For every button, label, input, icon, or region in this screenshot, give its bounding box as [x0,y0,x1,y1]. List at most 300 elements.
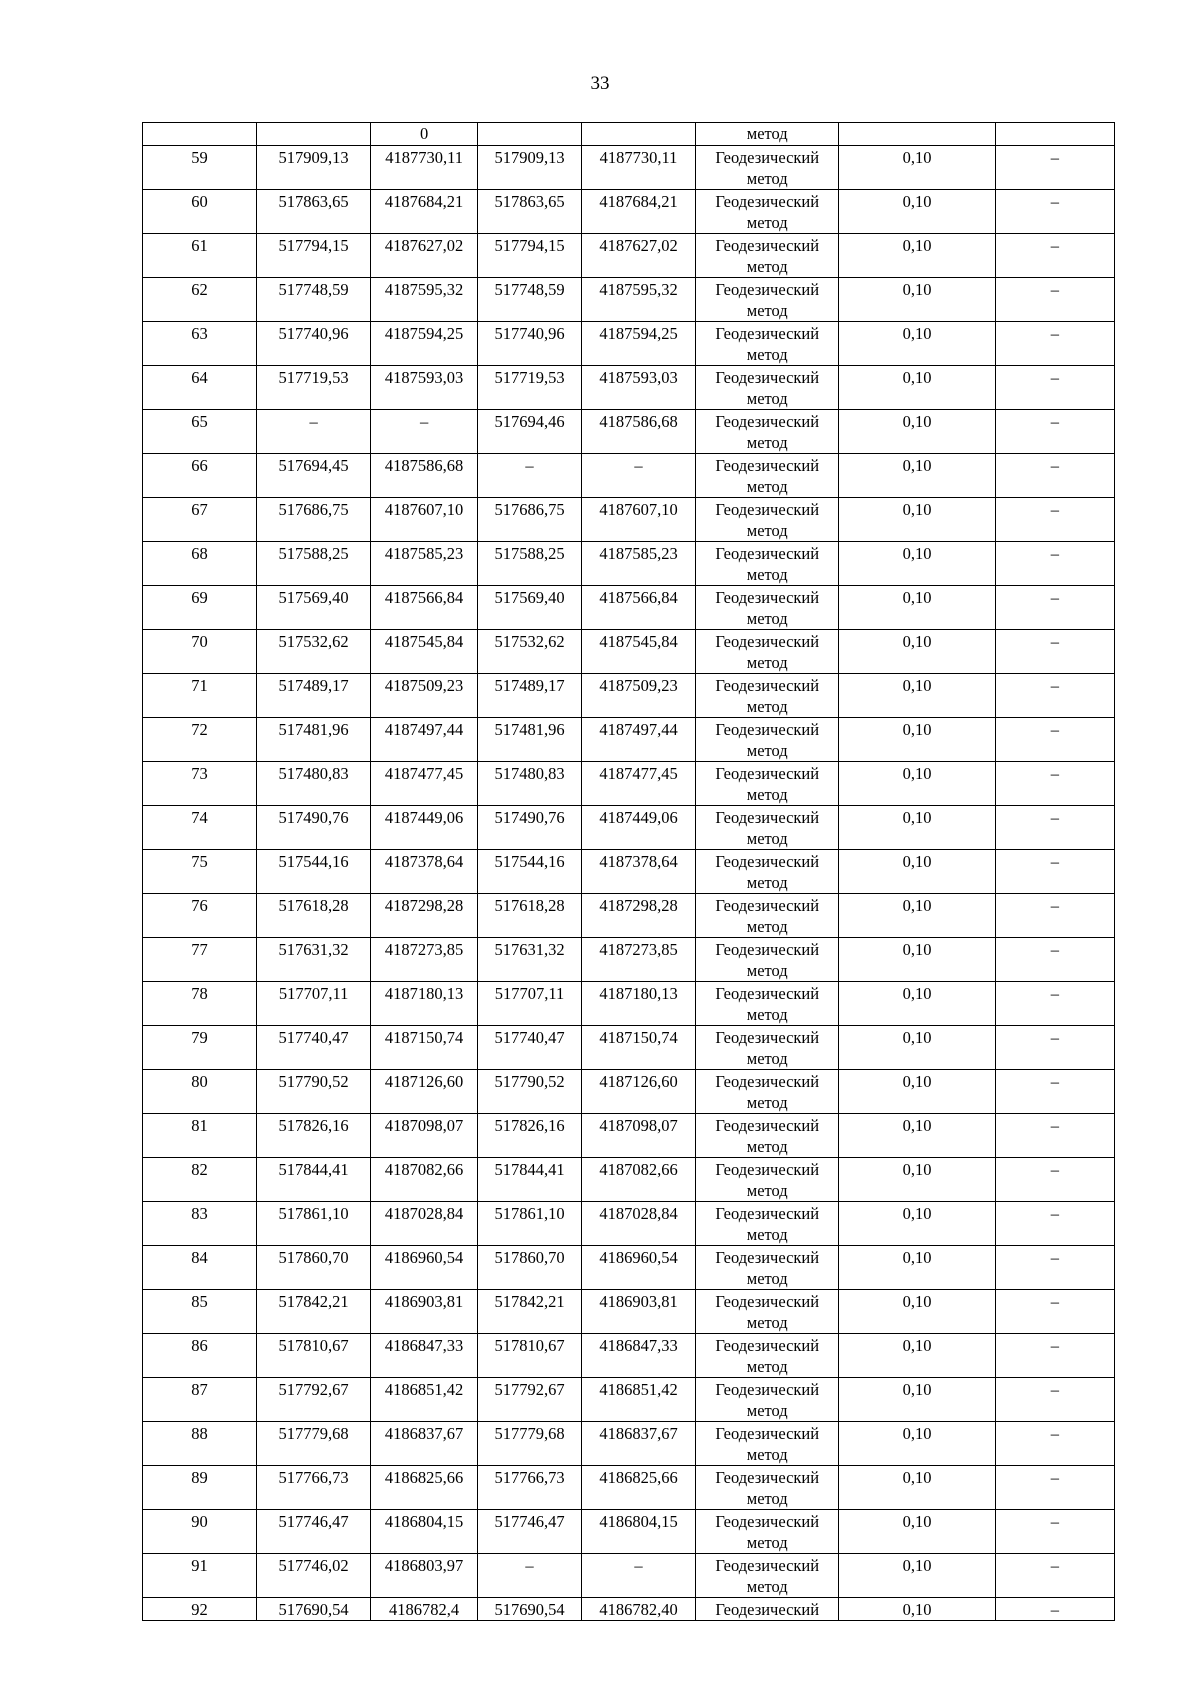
y-existing-cell: 4187477,45 [371,762,478,806]
x-existing-cell: 517694,45 [257,454,371,498]
method-cell: Геодезический метод [696,982,839,1026]
method-cell: Геодезический метод [696,366,839,410]
accuracy-cell: 0,10 [839,146,995,190]
method-cell: Геодезический метод [696,1114,839,1158]
method-cell: Геодезический метод [696,1158,839,1202]
x-existing-cell: 517631,32 [257,938,371,982]
point-number-cell: 75 [143,850,257,894]
accuracy-cell: 0,10 [839,1598,995,1621]
point-number-cell: 60 [143,190,257,234]
x-existing-cell: 517544,16 [257,850,371,894]
method-cell: Геодезический метод [696,762,839,806]
table-row [143,1290,1115,1334]
description-cell: – [995,1466,1114,1510]
page-number: 33 [590,73,610,94]
accuracy-cell: 0,10 [839,982,995,1026]
x-existing-cell: 517740,96 [257,322,371,366]
table-row [143,1510,1115,1554]
y-existing-cell: 4187298,28 [371,894,478,938]
table-row [143,894,1115,938]
accuracy-cell: 0,10 [839,454,995,498]
y-existing-cell: 4186903,81 [371,1290,478,1334]
point-number-cell: 82 [143,1158,257,1202]
y-new-cell: 4187593,03 [582,366,696,410]
y-new-cell: 4187298,28 [582,894,696,938]
point-number-cell: 87 [143,1378,257,1422]
y-existing-cell: 4187098,07 [371,1114,478,1158]
accuracy-cell: 0,10 [839,1202,995,1246]
method-cell: Геодезический метод [696,718,839,762]
x-existing-cell: 517740,47 [257,1026,371,1070]
accuracy-cell: 0,10 [839,1378,995,1422]
table-row [143,454,1115,498]
accuracy-cell: 0,10 [839,234,995,278]
accuracy-cell: 0,10 [839,1422,995,1466]
y-existing-cell: 4187595,32 [371,278,478,322]
x-existing-cell: 517860,70 [257,1246,371,1290]
x-new-cell: 517748,59 [478,278,582,322]
accuracy-cell: 0,10 [839,586,995,630]
y-new-cell: 4187082,66 [582,1158,696,1202]
point-number-cell: 69 [143,586,257,630]
x-existing-cell: 517532,62 [257,630,371,674]
description-cell: – [995,542,1114,586]
accuracy-cell: 0,10 [839,1334,995,1378]
x-existing-cell: 517480,83 [257,762,371,806]
y-existing-cell: 4186825,66 [371,1466,478,1510]
table-row [143,1554,1115,1598]
x-new-cell: 517844,41 [478,1158,582,1202]
table-row [143,806,1115,850]
table-row [143,630,1115,674]
point-number-cell: 59 [143,146,257,190]
y-existing-cell: 4186847,33 [371,1334,478,1378]
y-existing-cell: 4187594,25 [371,322,478,366]
table-row [143,1422,1115,1466]
x-new-cell: – [478,454,582,498]
description-cell: – [995,322,1114,366]
method-cell: Геодезический метод [696,542,839,586]
x-existing-cell: 517746,47 [257,1510,371,1554]
accuracy-cell: 0,10 [839,1510,995,1554]
x-existing-cell: 517861,10 [257,1202,371,1246]
description-cell: – [995,1510,1114,1554]
point-number-cell: 73 [143,762,257,806]
accuracy-cell: 0,10 [839,762,995,806]
x-new-cell: 517618,28 [478,894,582,938]
table-body [143,123,1115,1621]
point-number-cell: 70 [143,630,257,674]
x-existing-cell: 517844,41 [257,1158,371,1202]
point-number-cell [143,123,257,146]
x-new-cell: 517588,25 [478,542,582,586]
y-existing-cell: 4187449,06 [371,806,478,850]
method-cell: Геодезический метод [696,454,839,498]
table-row [143,190,1115,234]
table-row [143,498,1115,542]
description-cell: – [995,762,1114,806]
x-new-cell: – [478,1554,582,1598]
description-cell: – [995,454,1114,498]
y-new-cell: 4186837,67 [582,1422,696,1466]
x-existing-cell: 517481,96 [257,718,371,762]
description-cell: – [995,1202,1114,1246]
y-new-cell: 4187684,21 [582,190,696,234]
x-new-cell: 517792,67 [478,1378,582,1422]
table-row [143,278,1115,322]
table-row [143,322,1115,366]
y-existing-cell: 0 [371,123,478,146]
method-cell: Геодезический метод [696,278,839,322]
point-number-cell: 79 [143,1026,257,1070]
method-cell: Геодезический метод [696,1378,839,1422]
accuracy-cell: 0,10 [839,410,995,454]
method-cell: Геодезический метод [696,1554,839,1598]
y-new-cell: 4187627,02 [582,234,696,278]
description-cell: – [995,410,1114,454]
method-cell: Геодезический метод [696,850,839,894]
y-existing-cell: 4187497,44 [371,718,478,762]
y-new-cell: 4186782,40 [582,1598,696,1621]
y-new-cell: 4187730,11 [582,146,696,190]
table-row [143,1598,1115,1621]
x-new-cell [478,123,582,146]
x-existing-cell: 517588,25 [257,542,371,586]
y-existing-cell: 4186960,54 [371,1246,478,1290]
table-row [143,586,1115,630]
y-new-cell: 4187126,60 [582,1070,696,1114]
description-cell: – [995,1158,1114,1202]
y-existing-cell: 4186803,97 [371,1554,478,1598]
table-row [143,146,1115,190]
y-new-cell: 4187595,32 [582,278,696,322]
x-existing-cell: 517766,73 [257,1466,371,1510]
point-number-cell: 88 [143,1422,257,1466]
method-cell: Геодезический метод [696,674,839,718]
method-cell: Геодезический метод [696,1510,839,1554]
point-number-cell: 71 [143,674,257,718]
method-cell: Геодезический метод [696,1246,839,1290]
x-new-cell: 517686,75 [478,498,582,542]
y-new-cell: 4186847,33 [582,1334,696,1378]
x-new-cell: 517694,46 [478,410,582,454]
x-new-cell: 517863,65 [478,190,582,234]
y-existing-cell: 4187607,10 [371,498,478,542]
y-new-cell: 4187449,06 [582,806,696,850]
point-number-cell: 74 [143,806,257,850]
y-existing-cell: 4187730,11 [371,146,478,190]
y-new-cell: 4187509,23 [582,674,696,718]
method-cell: Геодезический метод [696,322,839,366]
description-cell: – [995,1598,1114,1621]
accuracy-cell: 0,10 [839,674,995,718]
point-number-cell: 77 [143,938,257,982]
x-existing-cell: 517794,15 [257,234,371,278]
y-new-cell [582,123,696,146]
y-existing-cell: 4187509,23 [371,674,478,718]
x-new-cell: 517746,47 [478,1510,582,1554]
y-existing-cell: 4187566,84 [371,586,478,630]
point-number-cell: 67 [143,498,257,542]
x-existing-cell [257,123,371,146]
description-cell: – [995,630,1114,674]
y-new-cell: – [582,454,696,498]
x-new-cell: 517569,40 [478,586,582,630]
method-cell: Геодезический метод [696,630,839,674]
point-number-cell: 84 [143,1246,257,1290]
x-existing-cell: 517719,53 [257,366,371,410]
y-new-cell: 4187497,44 [582,718,696,762]
x-new-cell: 517860,70 [478,1246,582,1290]
point-number-cell: 72 [143,718,257,762]
x-new-cell: 517631,32 [478,938,582,982]
point-number-cell: 76 [143,894,257,938]
point-number-cell: 78 [143,982,257,1026]
accuracy-cell: 0,10 [839,938,995,982]
description-cell: – [995,1114,1114,1158]
table-row [143,366,1115,410]
accuracy-cell: 0,10 [839,322,995,366]
y-existing-cell: 4187545,84 [371,630,478,674]
point-number-cell: 61 [143,234,257,278]
description-cell: – [995,234,1114,278]
y-new-cell: 4187594,25 [582,322,696,366]
x-existing-cell: 517746,02 [257,1554,371,1598]
description-cell: – [995,1290,1114,1334]
x-new-cell: 517544,16 [478,850,582,894]
y-new-cell: 4186825,66 [582,1466,696,1510]
accuracy-cell: 0,10 [839,1158,995,1202]
accuracy-cell: 0,10 [839,1026,995,1070]
method-cell: Геодезический метод [696,1422,839,1466]
x-new-cell: 517707,11 [478,982,582,1026]
x-new-cell: 517861,10 [478,1202,582,1246]
x-existing-cell: 517810,67 [257,1334,371,1378]
x-new-cell: 517740,96 [478,322,582,366]
description-cell: – [995,366,1114,410]
method-cell: Геодезический метод [696,1334,839,1378]
method-cell: Геодезический метод [696,498,839,542]
table-row [143,542,1115,586]
table-row [143,1026,1115,1070]
method-cell: Геодезический метод [696,1466,839,1510]
y-existing-cell: 4187082,66 [371,1158,478,1202]
accuracy-cell: 0,10 [839,850,995,894]
table-row [143,410,1115,454]
x-existing-cell: 517490,76 [257,806,371,850]
x-new-cell: 517909,13 [478,146,582,190]
description-cell: – [995,146,1114,190]
accuracy-cell: 0,10 [839,806,995,850]
method-cell: Геодезический метод [696,806,839,850]
x-existing-cell: 517863,65 [257,190,371,234]
y-existing-cell: 4187150,74 [371,1026,478,1070]
y-new-cell: 4187098,07 [582,1114,696,1158]
y-existing-cell: 4187180,13 [371,982,478,1026]
accuracy-cell: 0,10 [839,630,995,674]
y-new-cell: – [582,1554,696,1598]
point-number-cell: 66 [143,454,257,498]
y-new-cell: 4187028,84 [582,1202,696,1246]
point-number-cell: 62 [143,278,257,322]
x-existing-cell: 517842,21 [257,1290,371,1334]
accuracy-cell: 0,10 [839,718,995,762]
method-cell: Геодезический метод [696,1026,839,1070]
x-new-cell: 517719,53 [478,366,582,410]
y-new-cell: 4186960,54 [582,1246,696,1290]
accuracy-cell: 0,10 [839,1070,995,1114]
description-cell: – [995,1422,1114,1466]
x-existing-cell: 517489,17 [257,674,371,718]
point-number-cell: 68 [143,542,257,586]
x-existing-cell: 517748,59 [257,278,371,322]
x-new-cell: 517481,96 [478,718,582,762]
table-row [143,1246,1115,1290]
description-cell: – [995,278,1114,322]
point-number-cell: 91 [143,1554,257,1598]
table-row [143,1334,1115,1378]
method-cell: Геодезический метод [696,1202,839,1246]
x-new-cell: 517810,67 [478,1334,582,1378]
y-new-cell: 4186851,42 [582,1378,696,1422]
y-existing-cell: 4187378,64 [371,850,478,894]
y-new-cell: 4187607,10 [582,498,696,542]
method-cell: Геодезический метод [696,1290,839,1334]
description-cell: – [995,586,1114,630]
accuracy-cell: 0,10 [839,366,995,410]
method-cell: Геодезический метод [696,938,839,982]
accuracy-cell: 0,10 [839,1246,995,1290]
table-row [143,982,1115,1026]
y-existing-cell: 4187593,03 [371,366,478,410]
y-new-cell: 4187378,64 [582,850,696,894]
point-number-cell: 86 [143,1334,257,1378]
table-row [143,674,1115,718]
y-new-cell: 4187477,45 [582,762,696,806]
y-new-cell: 4186903,81 [582,1290,696,1334]
y-new-cell: 4187566,84 [582,586,696,630]
x-new-cell: 517794,15 [478,234,582,278]
table-row [143,123,1115,146]
table-row [143,1114,1115,1158]
x-new-cell: 517842,21 [478,1290,582,1334]
point-number-cell: 80 [143,1070,257,1114]
x-existing-cell: 517790,52 [257,1070,371,1114]
x-new-cell: 517740,47 [478,1026,582,1070]
point-number-cell: 81 [143,1114,257,1158]
y-new-cell: 4187545,84 [582,630,696,674]
x-existing-cell: 517909,13 [257,146,371,190]
method-cell: метод [696,123,839,146]
x-existing-cell: 517686,75 [257,498,371,542]
accuracy-cell: 0,10 [839,190,995,234]
accuracy-cell: 0,10 [839,1554,995,1598]
method-cell: Геодезический метод [696,586,839,630]
accuracy-cell: 0,10 [839,894,995,938]
y-new-cell: 4186804,15 [582,1510,696,1554]
y-existing-cell: 4186782,4 [371,1598,478,1621]
point-number-cell: 89 [143,1466,257,1510]
method-cell: Геодезический метод [696,146,839,190]
x-new-cell: 517766,73 [478,1466,582,1510]
y-existing-cell: 4186804,15 [371,1510,478,1554]
point-number-cell: 83 [143,1202,257,1246]
method-cell: Геодезический метод [696,894,839,938]
description-cell: – [995,718,1114,762]
x-existing-cell: – [257,410,371,454]
accuracy-cell: 0,10 [839,1466,995,1510]
table-row [143,1202,1115,1246]
y-existing-cell: 4187586,68 [371,454,478,498]
table-row [143,234,1115,278]
description-cell: – [995,1334,1114,1378]
description-cell: – [995,982,1114,1026]
description-cell: – [995,190,1114,234]
accuracy-cell: 0,10 [839,278,995,322]
description-cell: – [995,1554,1114,1598]
accuracy-cell: 0,10 [839,1290,995,1334]
x-existing-cell: 517826,16 [257,1114,371,1158]
description-cell: – [995,1026,1114,1070]
method-cell: Геодезический метод [696,410,839,454]
method-cell: Геодезический метод [696,234,839,278]
accuracy-cell [839,123,995,146]
point-number-cell: 64 [143,366,257,410]
table-row [143,850,1115,894]
accuracy-cell: 0,10 [839,542,995,586]
y-existing-cell: – [371,410,478,454]
x-new-cell: 517489,17 [478,674,582,718]
x-existing-cell: 517690,54 [257,1598,371,1621]
description-cell: – [995,674,1114,718]
description-cell: – [995,894,1114,938]
description-cell: – [995,498,1114,542]
x-new-cell: 517779,68 [478,1422,582,1466]
x-existing-cell: 517779,68 [257,1422,371,1466]
point-number-cell: 65 [143,410,257,454]
point-number-cell: 85 [143,1290,257,1334]
x-new-cell: 517490,76 [478,806,582,850]
y-existing-cell: 4187627,02 [371,234,478,278]
table-row [143,1070,1115,1114]
y-existing-cell: 4187273,85 [371,938,478,982]
table-row [143,718,1115,762]
table-row [143,1378,1115,1422]
method-cell: Геодезический [696,1598,839,1621]
x-new-cell: 517790,52 [478,1070,582,1114]
x-new-cell: 517826,16 [478,1114,582,1158]
y-existing-cell: 4186837,67 [371,1422,478,1466]
description-cell: – [995,1246,1114,1290]
y-new-cell: 4187586,68 [582,410,696,454]
point-number-cell: 92 [143,1598,257,1621]
y-existing-cell: 4187028,84 [371,1202,478,1246]
table-row [143,762,1115,806]
coordinates-table [142,122,1115,1621]
y-existing-cell: 4187585,23 [371,542,478,586]
x-existing-cell: 517792,67 [257,1378,371,1422]
description-cell: – [995,850,1114,894]
x-new-cell: 517532,62 [478,630,582,674]
y-existing-cell: 4187684,21 [371,190,478,234]
accuracy-cell: 0,10 [839,1114,995,1158]
x-existing-cell: 517707,11 [257,982,371,1026]
description-cell [995,123,1114,146]
y-existing-cell: 4186851,42 [371,1378,478,1422]
y-existing-cell: 4187126,60 [371,1070,478,1114]
table-row [143,1158,1115,1202]
x-new-cell: 517690,54 [478,1598,582,1621]
